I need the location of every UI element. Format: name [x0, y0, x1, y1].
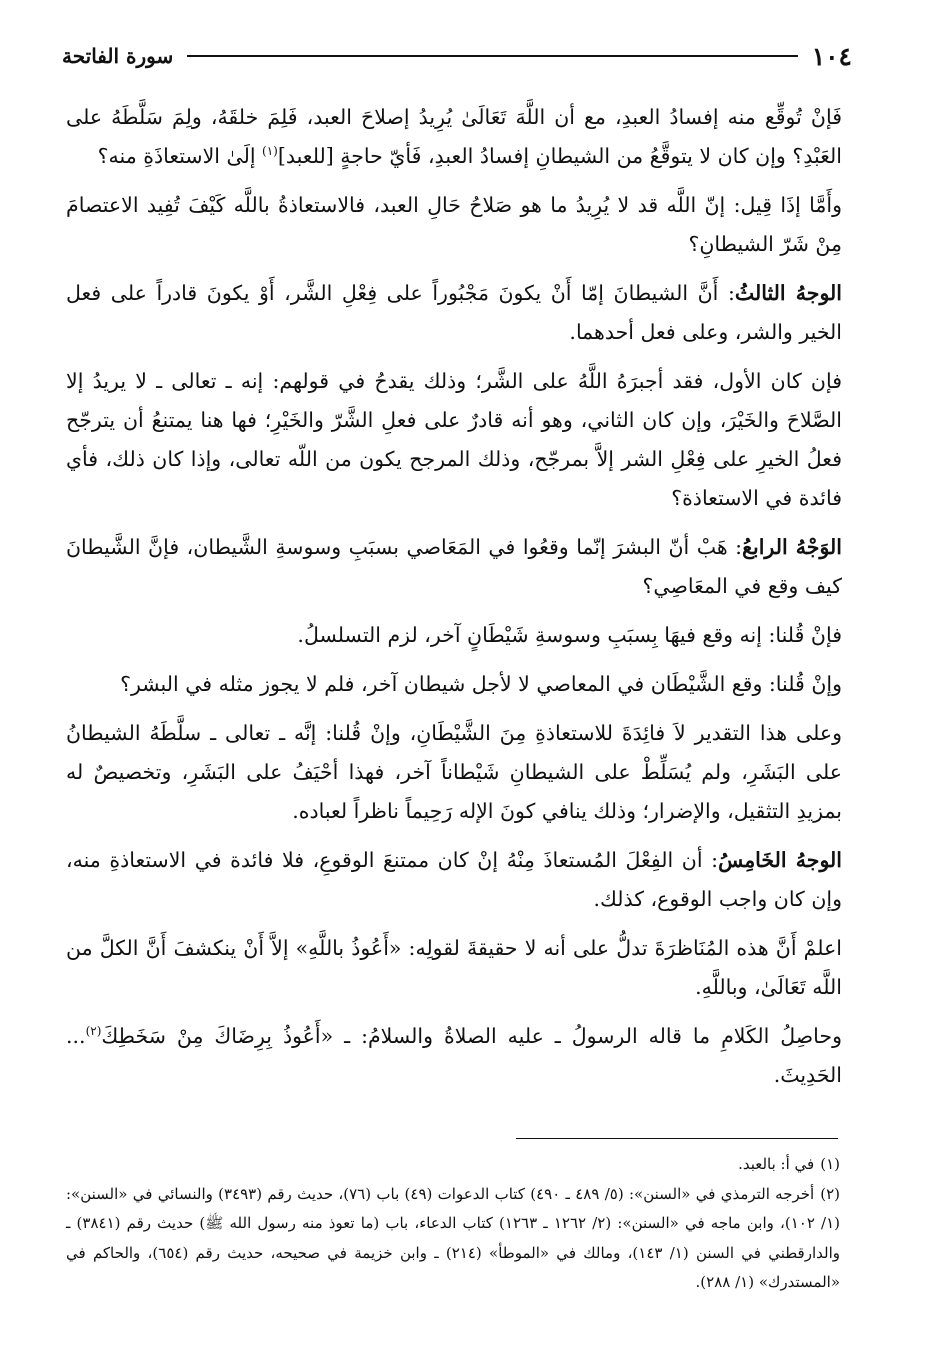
paragraph: [66, 714, 842, 831]
paragraph-text: وإنْ قُلنا: وقع الشَّيْطَان في المعاصي لا لأجل شيطان آخر، فلم لا يجوز مثله في البشر؟: [120, 672, 842, 696]
paragraph-text: اعلمْ أَنَّ هذه المُنَاظرَةَ تدلُّ على أنه لا حقيقةَ لقولِه: «أَعُوذُ باللَّهِ» إلاَّ أَنْ ينكشفَ أَنَّ الكلَّ من اللَّه تَعَالَىٰ، وباللَّهِ.: [66, 936, 842, 999]
footnotes: [66, 1150, 840, 1298]
section-heading: الوجهُ الخَامِسُ: [718, 848, 842, 872]
footnote-text: في أ: بالعبد.: [738, 1155, 815, 1173]
paragraph: [66, 186, 842, 264]
paragraph: [66, 665, 842, 704]
paragraph-text: وعلى هذا التقدير لاَ فائِدَةَ للاستعاذةِ مِنَ الشَّيْطَانِ، وإنْ قُلنا: إنَّه ـ تعالى ـ سلَّطَهُ الشيطانُ على البَشَرِ، ولم يُسَلِّطْ على الشيطانِ شَيْطاناً آخر، فهذا أحْيَفُ على البَشَرِ، وتخصيصٌ له بمزيدِ التثقيل، والإضرار؛ وذلك ينافي كونَ الإله رَحِيماً ناظراً لعباده.: [66, 721, 842, 823]
paragraph: [66, 528, 842, 606]
header-rule: [187, 55, 797, 57]
paragraph-text: : أن الفِعْلَ المُستعاذَ مِنْهُ إنْ كان ممتنعَ الوقوعِ، فلا فائدة في الاستعاذةِ منه، وإن كان واجب الوقوع، كذلك.: [66, 848, 842, 911]
page-number: ١٠٤: [811, 41, 852, 71]
paragraph-text: فَإنْ تُوقِّع منه إفسادُ العبدِ، مع أن اللَّهَ تَعَالَىٰ يُرِيدُ إصلاحَ العبد، فَلِمَ خلقَهُ، ولِمَ سَلَّطَهُ على العَبْدِ؟ وإن كان لا يتوقَّعُ من الشيطانِ إفسادُ العبدِ، فَأيّ حاجةٍ [للعبد]: [66, 105, 842, 168]
paragraph: [66, 929, 842, 1007]
paragraph: [66, 841, 842, 919]
footnote-reference: (١): [262, 144, 278, 159]
paragraph-text: فإن كان الأول، فقد أجبرَهُ اللَّهُ على الشَّر؛ وذلك يقدحُ في قولهم: إنه ـ تعالى ـ لا يريدُ إلا الصَّلاحَ والخَيْرَ، وإن كان الثاني، وهو أنه قادرٌ على فعلِ الشَّرّ والخَيْرِ؛ فها هنا يمتنعُ أن يترجّح فعلُ الخيرِ على فِعْلِ الشر إلاَّ بمرجّح، وذلك المرجح يكون من اللّه تعالى، وإذا كان ذلك، فأي فائدة في الاستعاذة؟: [66, 369, 842, 510]
footnote: [66, 1180, 840, 1298]
section-heading: الوَجْهُ الرابعُ: [742, 535, 842, 559]
paragraph-text: وأَمَّا إذَا قِيل: إنّ اللَّه قد لا يُرِيدُ ما هو صَلاحُ حَالِ العبد، فالاستعاذةُ باللَّه كَيْفَ تُفِيد الاعتصامَ مِنْ شَرّ الشيطانِ؟: [66, 193, 842, 256]
footnote-text: أخرجه الترمذي في «السنن»: (٥/ ٤٨٩ ـ ٤٩٠) كتاب الدعوات (٤٩) باب (٧٦)، حديث رقم (٣٤٩٣) والنسائي في «السنن»: (١/ ١٠٢)، وابن ماجه في «السنن»: (٢/ ١٢٦٢ ـ ١٢٦٣) كتاب الدعاء، باب (ما تعوذ منه رسول الله ﷺ) حديث رقم (٣٨٤١) ـ والدارقطني في السنن (١/ ١٤٣)، ومالك في «الموطأ» (٢١٤) ـ وابن خزيمة في صحيحه، حديث رقم (٦٥٤)، والحاكم في «المستدرك» (١/ ٢٨٨).: [66, 1184, 840, 1291]
paragraph: [66, 98, 842, 176]
paragraph-text: : هَبْ أنّ البشرَ إنّما وقعُوا في المَعَاصي بسبَبِ وسوسةِ الشَّيطان، فإنَّ الشَّيطانَ كيف وقع في المعَاصِي؟: [66, 535, 842, 598]
footnote: [66, 1150, 840, 1180]
paragraph: [66, 362, 842, 518]
paragraph-text: وحاصِلُ الكَلامِ ما قاله الرسولُ ـ عليه الصلاةُ والسلامُ: ـ «أَعُوذُ بِرِضَاكَ مِنْ سَخَطِكَ: [101, 1024, 842, 1048]
paragraph-text: : أَنَّ الشيطانَ إمّا أَنْ يكونَ مَجْبُوراً على فِعْلِ الشَّر، أَوْ يكونَ قادراً على فعل الخير والشر، وعلى فعل أحدهما.: [66, 281, 842, 344]
paragraph: [66, 1017, 842, 1095]
paragraph-text-continued: ... الحَدِيثَ.: [66, 1024, 842, 1087]
main-text: [66, 98, 842, 1105]
running-title: سورة الفاتحة: [62, 44, 174, 68]
paragraph: [66, 616, 842, 655]
footnote-separator: [516, 1138, 838, 1139]
footnote-number: (١): [820, 1155, 840, 1173]
footnote-number: (٢): [820, 1184, 840, 1203]
footnote-reference: (٢): [85, 1024, 102, 1039]
paragraph: [66, 274, 842, 352]
paragraph-text-continued: إلَىٰ الاستعاذَةِ منه؟: [97, 144, 263, 168]
section-heading: الوجهُ الثالثُ: [734, 281, 842, 305]
paragraph-text: فإنْ قُلنا: إنه وقع فيهَا بِسبَبِ وسوسةِ شَيْطَانٍ آخر، لزم التسلسلُ.: [297, 623, 842, 647]
page-header: [62, 36, 852, 76]
